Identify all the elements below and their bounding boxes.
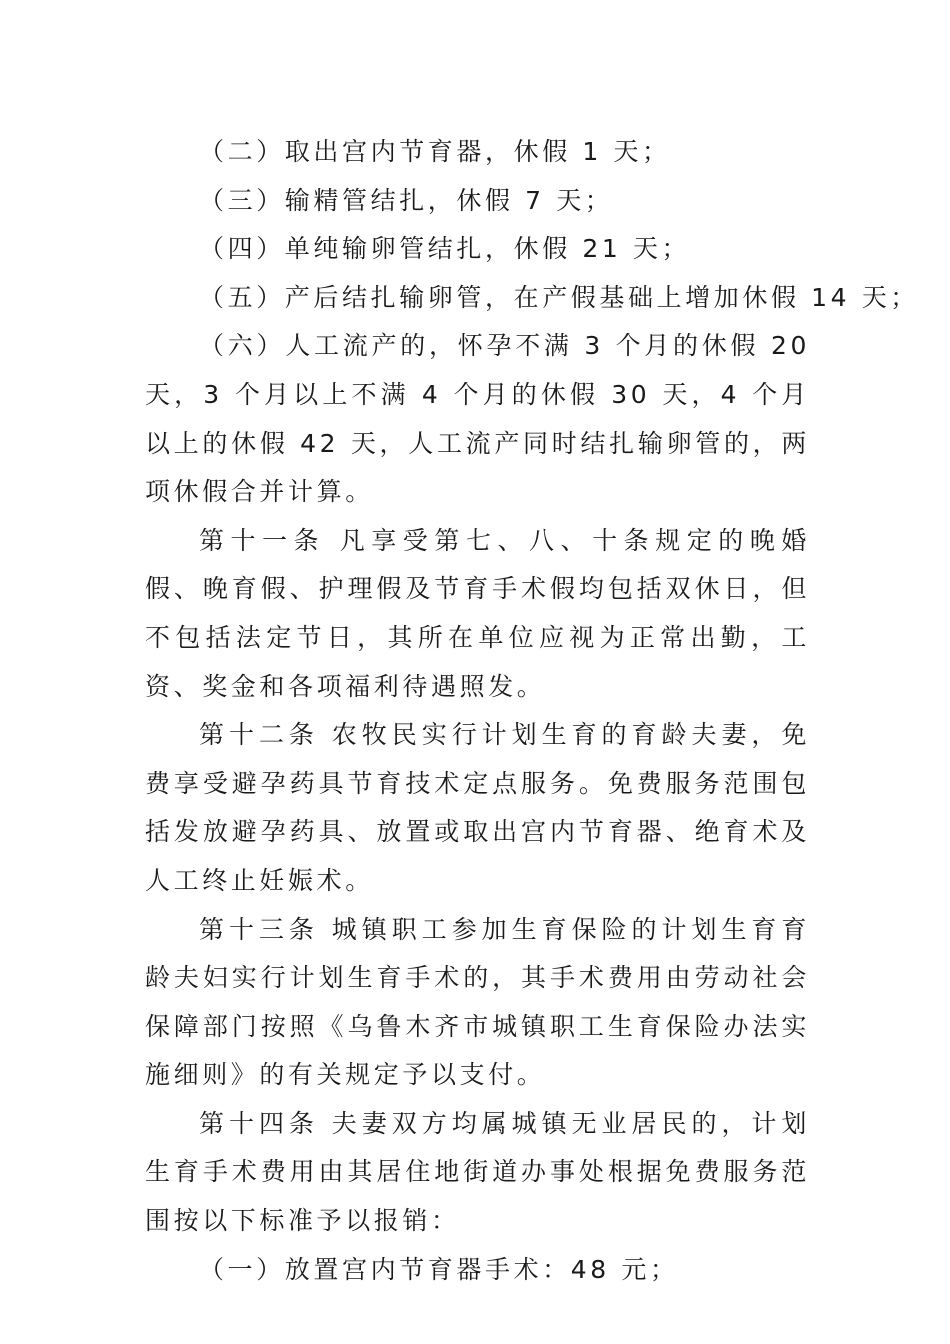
- list-item: （二）取出宫内节育器，休假 1 天；: [199, 137, 671, 166]
- document-body: [145, 128, 919, 1294]
- paragraph-item-six: （六）人工流产的，怀孕不满 3 个月的休假 20 天，3 个月以上不满 4 个月的休假 30 天，4 个月以上的休假 42 天，人工流产同时结扎输卵管的，两项休假合并计算。: [145, 331, 810, 507]
- list-item: （四）单纯输卵管结扎，休假 21 天；: [199, 234, 691, 264]
- paragraph-article-12: 第十二条 农牧民实行计划生育的育龄夫妻，免费享受避孕药具节育技术定点服务。免费服务范围包括发放避孕药具、放置或取出宫内节育器、绝育术及人工终止妊娠术。: [145, 720, 810, 895]
- list-item: （三）输精管结扎，休假 7 天；: [199, 185, 614, 215]
- list-item: （五）产后结扎输卵管，在产假基础上增加休假 14 天；: [199, 282, 919, 312]
- paragraph-article-13: 第十三条 城镇职工参加生育保险的计划生育育龄夫妇实行计划生育手术的，其手术费用由劳动社会保障部门按照《乌鲁木齐市城镇职工生育保险办法实施细则》的有关规定予以支付。: [145, 914, 810, 1090]
- paragraph-article-11: 第十一条 凡享受第七、八、十条规定的晚婚假、晚育假、护理假及节育手术假均包括双休日，但不包括法定节日，其所在单位应视为正常出勤，工资、奖金和各项福利待遇照发。: [145, 525, 810, 701]
- paragraph-article-14: 第十四条 夫妻双方均属城镇无业居民的，计划生育手术费用由其居住地街道办事处根据免费服务范围按以下标准予以报销：: [145, 1108, 810, 1236]
- list-item: （一）放置宫内节育器手术：48 元；: [199, 1254, 679, 1284]
